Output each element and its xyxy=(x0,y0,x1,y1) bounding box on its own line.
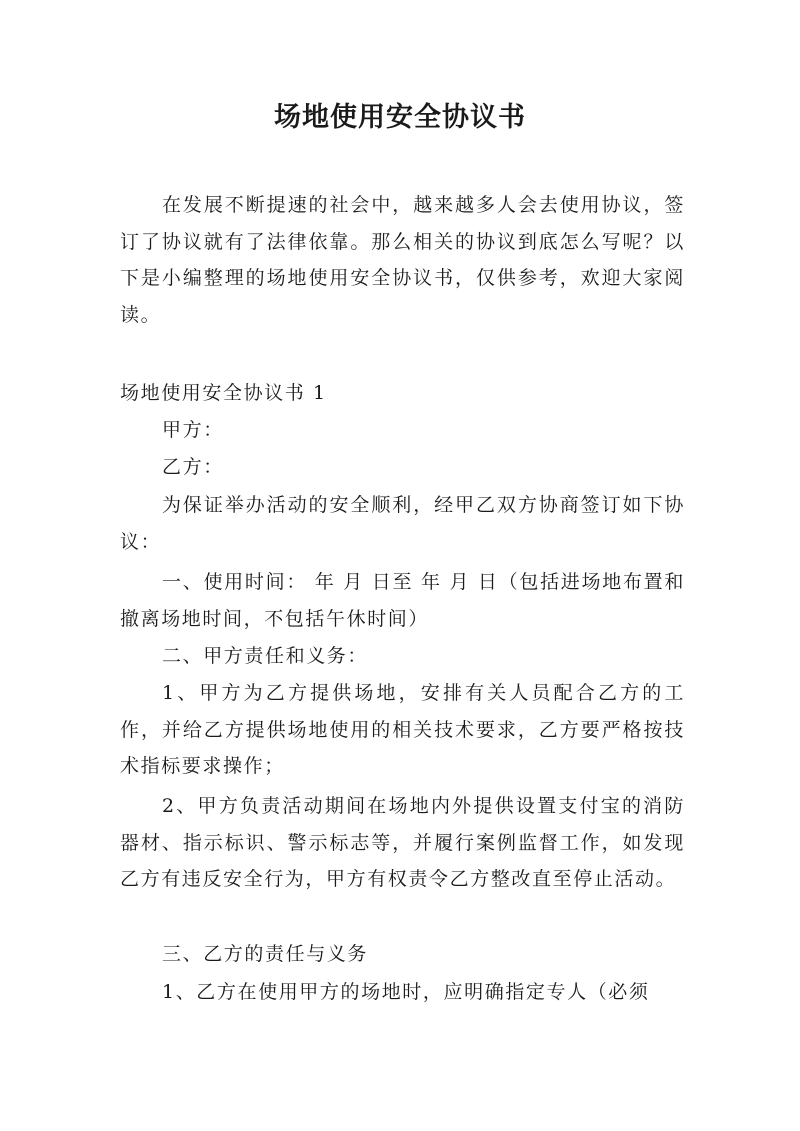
party-b-duty-1: 1、乙方在使用甲方的场地时，应明确指定专人（必须 xyxy=(162,981,650,1003)
section-heading: 场地使用安全协议书 1 xyxy=(120,382,327,404)
usage-time-paragraph: 一、使用时间： 年 月 日至 年 月 日（包括进场地布置和撤离场地时间，不包括午休时间） xyxy=(120,571,685,630)
party-a-duties-heading: 二、甲方责任和义务： xyxy=(162,645,369,667)
party-b-duties-heading: 三、乙方的责任与义务 xyxy=(162,943,369,965)
document-title: 场地使用安全协议书 xyxy=(274,102,526,133)
party-b-line: 乙方： xyxy=(162,456,224,478)
party-a-duty-1: 1、甲方为乙方提供场地，安排有关人员配合乙方的工作，并给乙方提供场地使用的相关技术要求，乙方要严格按技术指标要求操作； xyxy=(120,682,685,778)
party-a-line: 甲方： xyxy=(162,419,224,441)
party-a-duty-2: 2、甲方负责活动期间在场地内外提供设置支付宝的消防器材、指示标识、警示标志等，并履行案例监督工作，如发现乙方有违反安全行为，甲方有权责令乙方整改直至停止活动。 xyxy=(120,795,685,891)
intro-paragraph: 在发展不断提速的社会中，越来越多人会去使用协议，签订了协议就有了法律依靠。那么相关的协议到底怎么写呢？以下是小编整理的场地使用安全协议书，仅供参考，欢迎大家阅读。 xyxy=(120,194,685,327)
agreement-purpose-paragraph: 为保证举办活动的安全顺利，经甲乙双方协商签订如下协议： xyxy=(120,494,685,553)
